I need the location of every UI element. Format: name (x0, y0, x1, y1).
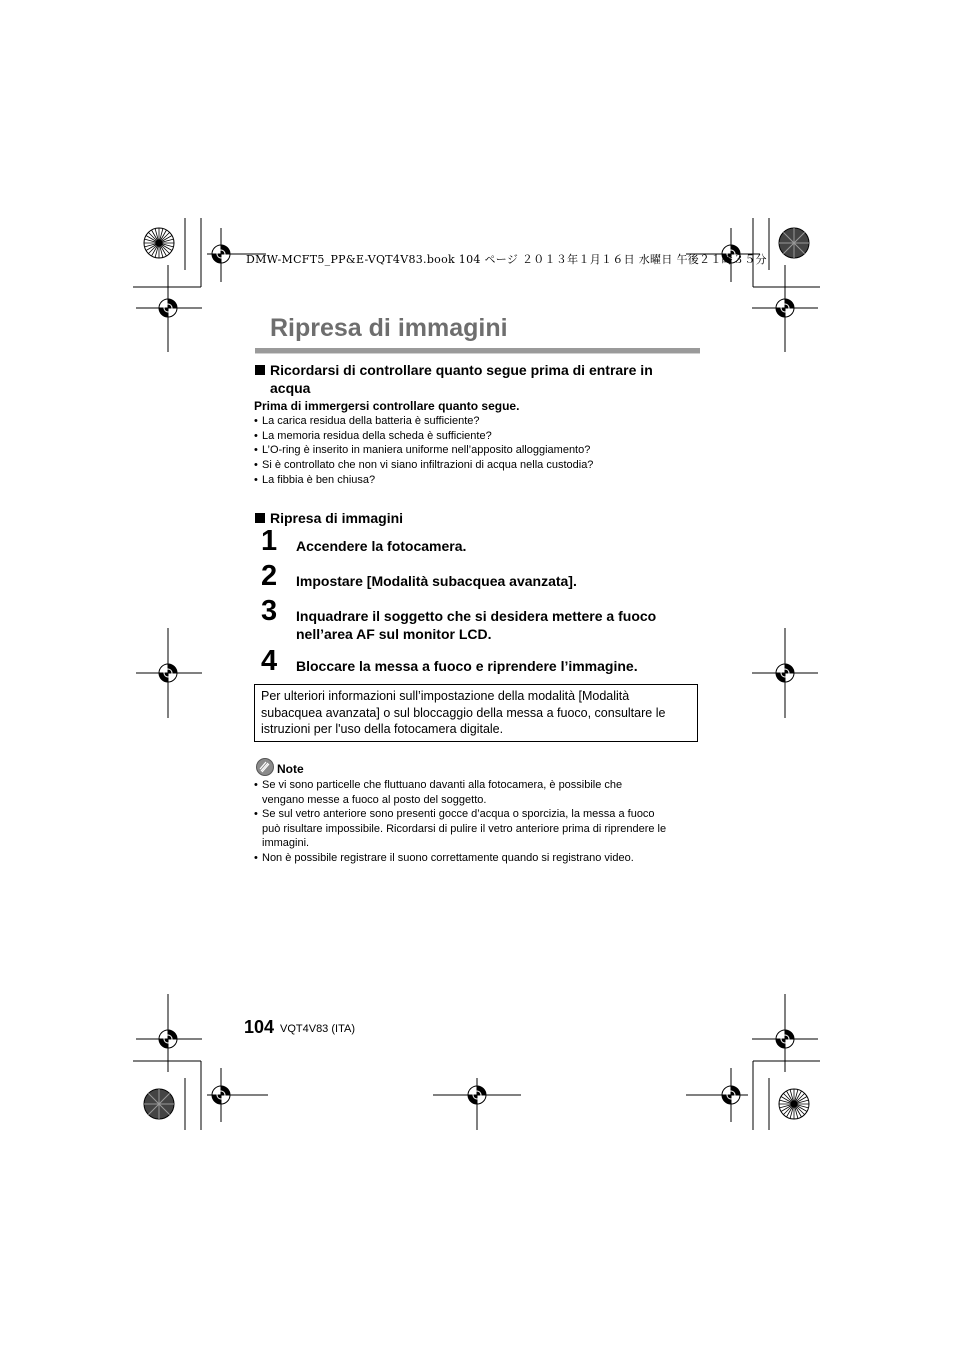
step-line: Impostare [Modalità subacquea avanzata]. (296, 573, 577, 589)
section-heading-text: Ripresa di immagini (270, 510, 404, 526)
info-line: Per ulteriori informazioni sull’impostazione della modalità [Modalità (261, 689, 630, 703)
list-item: • L’O-ring è inserito in maniera uniforme nell’apposito alloggiamento? (254, 443, 694, 458)
step-text (296, 657, 638, 675)
step-line: Bloccare la messa a fuoco e riprendere l’immagine. (296, 658, 638, 674)
step-number: 4 (261, 645, 278, 677)
document-code: VQT4V83 (ITA) (280, 1023, 355, 1035)
step-text (296, 572, 577, 590)
print-header: DMW-MCFT5_PP&E-VQT4V83.book 104 ページ ２０１３年１月１６日 水曜日 午後２１時３５分 (246, 253, 767, 266)
note-item (254, 807, 704, 851)
step-text (296, 607, 656, 643)
checklist (254, 414, 694, 488)
list-item: • Si è controllato che non vi siano infiltrazioni di acqua nella custodia? (254, 458, 694, 473)
note-icon (256, 758, 274, 776)
note-item (254, 851, 704, 866)
step-number: 2 (261, 560, 278, 592)
section-heading-line: Ricordarsi di controllare quanto segue prima di entrare in (270, 362, 653, 378)
step-number: 1 (261, 525, 278, 557)
square-bullet-icon (255, 513, 265, 523)
note-item (254, 778, 704, 807)
section-heading-checklist (255, 361, 695, 397)
note-line: Se vi sono particelle che fluttuano davanti alla fotocamera, è possibile che (262, 779, 623, 791)
step-line: nell’area AF sul monitor LCD. (296, 626, 492, 642)
step-number: 3 (261, 595, 278, 627)
step-line: Inquadrare il soggetto che si desidera mettere a fuoco (296, 608, 657, 624)
info-box (254, 684, 698, 742)
title-rule (255, 348, 700, 354)
note-line: vengano messe a fuoco al posto del soggetto. (262, 793, 487, 806)
section-heading-shooting (255, 509, 403, 527)
note-label: Note (277, 762, 304, 776)
note-line: immagini. (262, 837, 310, 849)
checklist-intro: Prima di immergersi controllare quanto segue. (254, 399, 520, 413)
list-item: • La fibbia è ben chiusa? (254, 473, 694, 488)
section-heading-line: acqua (270, 380, 311, 396)
list-item: • La memoria residua della scheda è sufficiente? (254, 429, 694, 444)
step-text (296, 537, 466, 555)
page-number: 104 (244, 1017, 275, 1037)
note-line: Se sul vetro anteriore sono presenti gocce d’acqua o sporcizia, la messa a fuoco (262, 808, 655, 820)
square-bullet-icon (255, 365, 265, 375)
step-line: Accendere la fotocamera. (296, 538, 467, 554)
info-line: subacquea avanzata] o sul bloccaggio della messa a fuoco, consultare le (261, 705, 666, 720)
note-line: Non è possibile registrare il suono correttamente quando si registrano video. (262, 851, 634, 864)
info-line: istruzioni per l'uso della fotocamera digitale. (261, 722, 504, 736)
notes-list (254, 778, 704, 865)
note-line: può risultare impossibile. Ricordarsi di pulire il vetro anteriore prima di riprendere le (262, 822, 667, 835)
list-item: • La carica residua della batteria è sufficiente? (254, 414, 694, 429)
page-title: Ripresa di immagini (270, 314, 508, 342)
